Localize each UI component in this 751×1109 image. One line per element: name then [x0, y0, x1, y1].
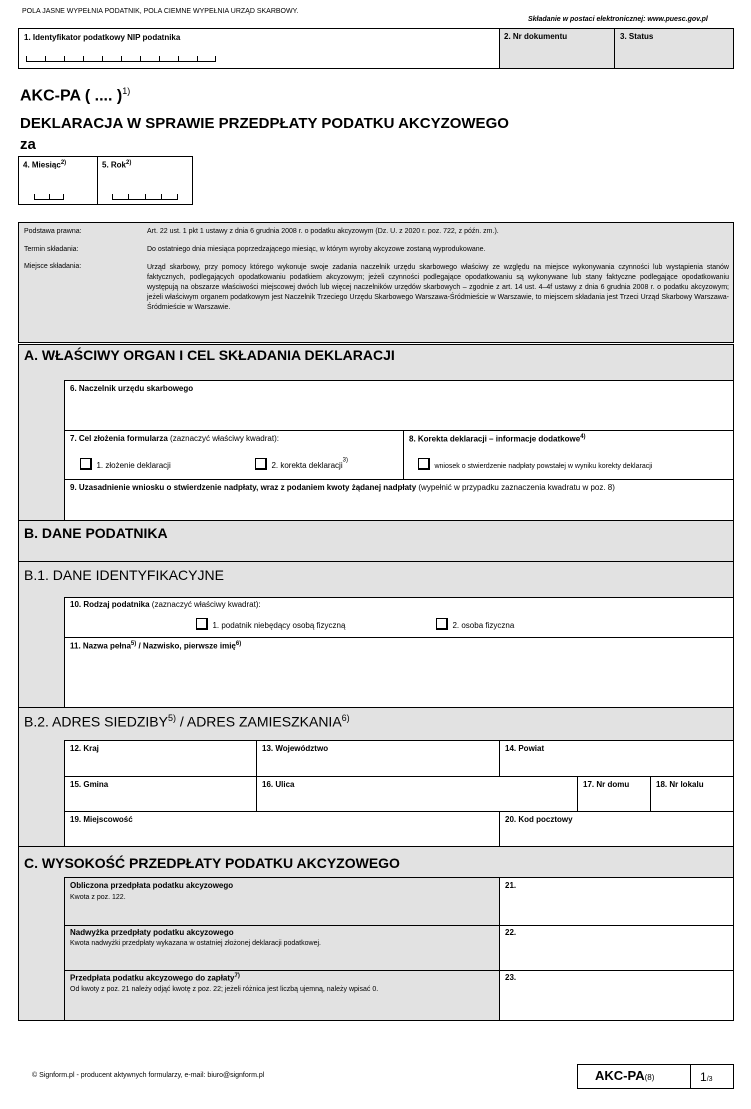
- tax-office-label: 6. Naczelnik urzędu skarbowego: [70, 384, 194, 393]
- nip-input[interactable]: [26, 56, 216, 62]
- checkbox-icon[interactable]: [196, 618, 208, 630]
- place-label: Miejsce składania:: [24, 263, 82, 270]
- top-note: POLA JASNE WYPEŁNIA PODATNIK, POLA CIEMNE WYPEŁNIA URZĄD SKARBOWY.: [22, 8, 299, 15]
- basis-label: Podstawa prawna:: [24, 228, 82, 235]
- district-field[interactable]: 14. Powiat: [505, 744, 545, 753]
- section-a-title: A. WŁAŚCIWY ORGAN I CEL SKŁADANIA DEKLARACJI: [24, 347, 395, 363]
- surplus-text: Kwota nadwyżki przedpłaty wykazana w ostatniej złożonej deklaracji podatkowej.: [70, 940, 321, 947]
- amount-21-input[interactable]: [500, 878, 733, 925]
- footer-form-code: AKC-PA(8): [595, 1068, 655, 1083]
- doc-number-label: 2. Nr dokumentu: [504, 32, 568, 41]
- section-b1-title: B.1. DANE IDENTYFIKACYJNE: [24, 567, 224, 583]
- basis-text: Art. 22 ust. 1 pkt 1 ustawy z dnia 6 grudnia 2008 r. o podatku akcyzowym (Dz. U. z 2020 r. poz. 722, z późn. zm.).: [147, 228, 499, 235]
- page-number: 1/3: [700, 1070, 713, 1084]
- option-declaration[interactable]: 1. złożenie deklaracji: [80, 455, 171, 473]
- amount-23-label: 23.: [505, 973, 517, 982]
- amount-22-input[interactable]: [500, 926, 733, 970]
- due-text: Od kwoty z poz. 21 należy odjąć kwotę z poz. 22; jeżeli różnica jest liczbą ujemną, należy wpisać 0.: [70, 986, 379, 993]
- option-correction[interactable]: 2. korekta deklaracji$^{3)}$: [255, 455, 348, 473]
- computed-prepayment-text: Kwota z poz. 122.: [70, 894, 126, 901]
- form-code: AKC-PA ( .... )$^{1)}$: [20, 86, 131, 105]
- address-grid: [64, 740, 734, 847]
- option-person[interactable]: 2. osoba fizyczna: [436, 615, 514, 633]
- section-b2-title: B.2. ADRES SIEDZIBY$^{5)}$ / ADRES ZAMIESZKANIA$^{6)}$: [24, 713, 350, 730]
- option-overpayment[interactable]: wniosek o stwierdzenie nadpłaty powstałej w wyniku korekty deklaracji: [418, 455, 652, 473]
- footer-credit: © Signform.pl - producent aktywnych formularzy, e-mail: biuro@signform.pl: [32, 1072, 265, 1079]
- voivodeship-field[interactable]: 13. Województwo: [262, 744, 329, 753]
- form-period-word: za: [20, 136, 36, 153]
- amount-23-input[interactable]: [500, 971, 733, 1020]
- status-label: 3. Status: [620, 32, 654, 41]
- place-text: Urząd skarbowy, przy pomocy którego wykonuje swoje zadania naczelnik urzędu skarbowego właściwy ze względu na miejsce wykonywania czynności lub wystąpienia stanów faktycznych, podlegających opodatkowaniu podatkiem akcyzowym; jeżeli czynności podlegające opodatkowaniu są wykonywane lub stany faktyczne podlegające opodatkowaniu występują na obszarze właściwości miejscowej dwóch lub więcej naczelników urzędów skarbowych – zgodnie z art. 14 ust. 4–4f ustawy z dnia 6 grudnia 2008 r. o podatku akcyzowym; jeżeli właściwym organem podatkowym jest Naczelnik Trzeciego Urzędu Skarbowego Warszawa-Śródmieście w Warszawie, to miejscem składania jest Trzeci Urząd Skarbowy Warszawa-Śródmieście w Warszawie.: [147, 264, 729, 311]
- year-label: 5. Rok$^{2)}$: [102, 160, 132, 170]
- checkbox-icon[interactable]: [80, 458, 92, 470]
- justification-label: 9. Uzasadnienie wniosku o stwierdzenie nadpłaty, wraz z podaniem kwoty żądanej nadpłaty (wypełnić w przypadku zaznaczenia kwadratu w poz. 8): [70, 483, 615, 492]
- purpose-label: 7. Cel złożenia formularza (zaznaczyć właściwy kwadrat):: [70, 434, 279, 443]
- house-number-field[interactable]: 17. Nr domu: [583, 780, 630, 789]
- month-label: 4. Miesiąc$^{2)}$: [23, 160, 67, 170]
- checkbox-icon[interactable]: [436, 618, 448, 630]
- city-field[interactable]: 19. Miejscowość: [70, 815, 133, 824]
- country-field[interactable]: 12. Kraj: [70, 744, 99, 753]
- postal-code-field[interactable]: 20. Kod pocztowy: [505, 815, 573, 824]
- checkbox-icon[interactable]: [418, 458, 430, 470]
- deadline-text: Do ostatniego dnia miesiąca poprzedzającego miesiąc, w którym wyroby akcyzowe zostaną wyprodukowane.: [147, 246, 486, 253]
- due-title: Przedpłata podatku akcyzowego do zapłaty$^{7)}$: [70, 973, 240, 983]
- street-field[interactable]: 16. Ulica: [262, 780, 295, 789]
- form-title: DEKLARACJA W SPRAWIE PRZEDPŁATY PODATKU AKCYZOWEGO: [20, 115, 509, 132]
- surplus-title: Nadwyżka przedpłaty podatku akcyzowego: [70, 928, 234, 937]
- computed-prepayment-title: Obliczona przedpłata podatku akcyzowego: [70, 881, 234, 890]
- option-non-person[interactable]: 1. podatnik niebędący osobą fizyczną: [196, 615, 345, 633]
- section-b-title: B. DANE PODATNIKA: [24, 525, 168, 541]
- month-input[interactable]: [34, 194, 64, 200]
- correction-info-label: 8. Korekta deklaracji – informacje dodatkowe$^{4)}$: [409, 434, 586, 444]
- amount-21-label: 21.: [505, 881, 517, 890]
- commune-field[interactable]: 15. Gmina: [70, 780, 109, 789]
- taxpayer-type-label: 10. Rodzaj podatnika (zaznaczyć właściwy kwadrat):: [70, 600, 261, 609]
- nip-label: 1. Identyfikator podatkowy NIP podatnika: [24, 33, 181, 42]
- amount-22-label: 22.: [505, 928, 517, 937]
- year-input[interactable]: [112, 194, 178, 200]
- checkbox-icon[interactable]: [255, 458, 267, 470]
- deadline-label: Termin składania:: [24, 246, 79, 253]
- submit-note: Składanie w postaci elektronicznej: www.puesc.gov.pl: [528, 16, 708, 23]
- name-label: 11. Nazwa pełna$^{5)}$ / Nazwisko, pierwsze imię$^{6)}$: [70, 641, 242, 651]
- section-c-title: C. WYSOKOŚĆ PRZEDPŁATY PODATKU AKCYZOWEGO: [24, 855, 400, 871]
- apartment-number-field[interactable]: 18. Nr lokalu: [656, 780, 704, 789]
